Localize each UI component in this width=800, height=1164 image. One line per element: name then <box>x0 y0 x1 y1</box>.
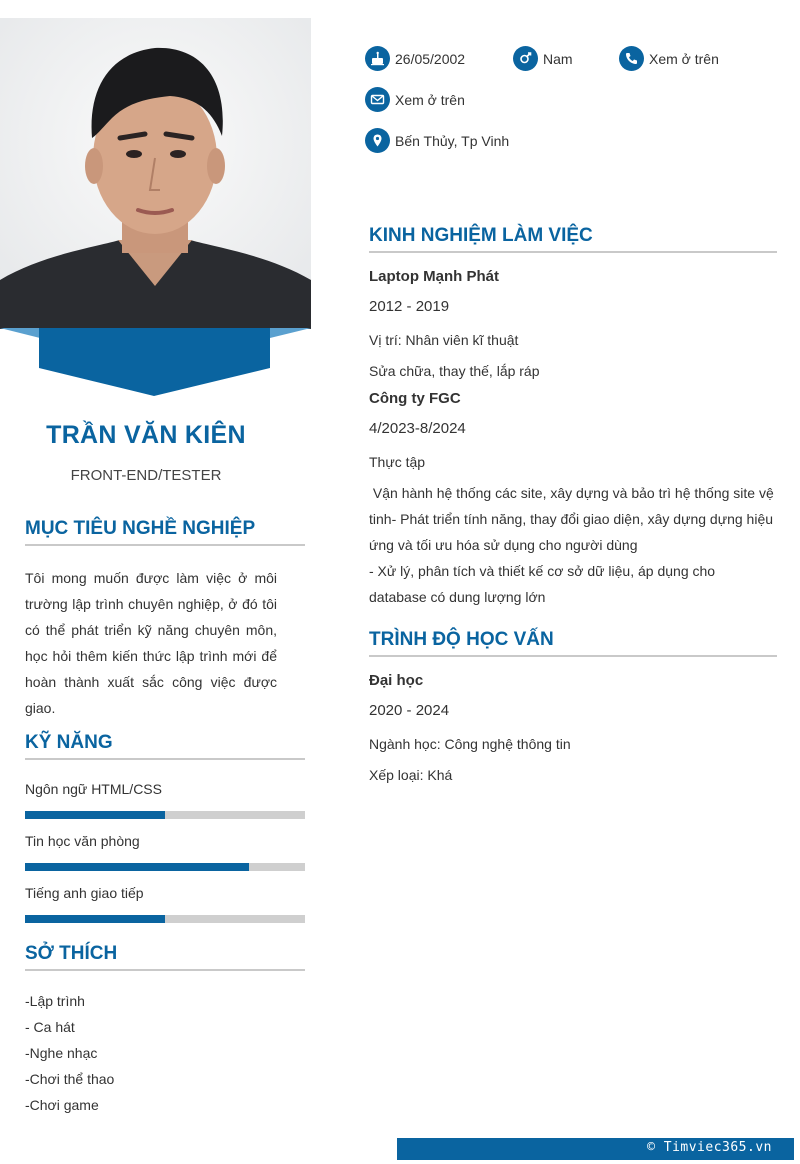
experience-heading: KINH NGHIỆM LÀM VIỆC <box>369 225 777 253</box>
job-company: Laptop Mạnh Phát <box>369 268 499 285</box>
skill-bar-fill <box>25 811 165 819</box>
job-position: Thực tập <box>369 454 426 470</box>
skill-bar-fill <box>25 915 165 923</box>
job-period: 2012 - 2019 <box>369 298 450 315</box>
email-value: Xem ở trên <box>395 91 465 108</box>
education-rank: Xếp loại: Khá <box>369 767 453 783</box>
job-description: Sửa chữa, thay thế, lắp ráp <box>369 363 540 379</box>
hobby-item: -Lập trình <box>25 993 85 1009</box>
job-description-paragraph: - Xử lý, phân tích và thiết kế cơ sở dữ liệu, áp dụng cho database có dung lượng lớn <box>369 563 716 605</box>
candidate-name: TRẦN VĂN KIÊN <box>46 421 246 449</box>
job-position: Vị trí: Nhân viên kĩ thuật <box>369 332 519 348</box>
map-pin-icon <box>365 128 390 153</box>
hobby-item: -Chơi thể thao <box>25 1071 115 1087</box>
mail-icon <box>365 87 390 112</box>
skill-item <box>25 781 305 819</box>
gender-icon <box>513 46 538 71</box>
skill-label: Ngôn ngữ HTML/CSS <box>25 781 162 797</box>
gender-value: Nam <box>543 50 573 67</box>
job-company: Công ty FGC <box>369 390 461 407</box>
footer-watermark: © Timviec365.vn <box>647 1140 772 1155</box>
skill-label: Tin học văn phòng <box>25 833 140 849</box>
hobbies-heading: SỞ THÍCH <box>25 943 305 971</box>
skill-item <box>25 885 305 923</box>
job-description <box>369 480 778 610</box>
skill-bar-track <box>25 863 305 871</box>
contact-address <box>365 128 509 153</box>
phone-value: Xem ở trên <box>649 50 719 67</box>
profile-photo <box>0 18 311 329</box>
hobby-item: -Chơi game <box>25 1097 99 1113</box>
contact-phone <box>619 46 719 71</box>
job-period: 4/2023-8/2024 <box>369 420 466 437</box>
hobbies-list <box>25 988 114 1118</box>
skills-heading: KỸ NĂNG <box>25 732 305 760</box>
objective-text: Tôi mong muốn được làm việc ở môi trường lập trình chuyên nghiệp, ở đó tôi có thể phát triển kỹ năng chuyên môn, học hỏi thêm kiến thức lập trình mới để hoàn thành xuất sắc công việc được giao. <box>25 570 277 716</box>
address-value: Bến Thủy, Tp Vinh <box>395 132 510 149</box>
hobby-item: - Ca hát <box>25 1019 75 1035</box>
skill-bar-track <box>25 811 305 819</box>
candidate-title: FRONT-END/TESTER <box>70 467 222 484</box>
birthdate-value: 26/05/2002 <box>395 50 466 67</box>
phone-icon <box>619 46 644 71</box>
job-description-paragraph: Vận hành hệ thống các site, xây dựng và bảo trì hệ thống site vệ tinh- Phát triển tính năng, thay đổi giao diện, xây dựng dựng hiệu ứng và tối ưu hóa sử dụng cho người dùng <box>369 485 778 553</box>
skill-bar-fill <box>25 863 249 871</box>
objective-heading: MỤC TIÊU NGHỀ NGHIỆP <box>25 518 305 546</box>
skill-item <box>25 833 305 871</box>
education-major: Ngành học: Công nghệ thông tin <box>369 736 571 752</box>
skill-bar-track <box>25 915 305 923</box>
footer-bar <box>397 1138 794 1160</box>
contact-email <box>365 87 465 112</box>
cake-icon <box>365 46 390 71</box>
contact-gender <box>513 46 573 71</box>
skill-label: Tiếng anh giao tiếp <box>25 885 144 901</box>
education-level: Đại học <box>369 672 424 689</box>
education-heading: TRÌNH ĐỘ HỌC VẤN <box>369 629 777 657</box>
photo-ribbon <box>0 328 311 396</box>
hobby-item: -Nghe nhạc <box>25 1045 98 1061</box>
contact-birthdate <box>365 46 465 71</box>
education-period: 2020 - 2024 <box>369 702 450 719</box>
